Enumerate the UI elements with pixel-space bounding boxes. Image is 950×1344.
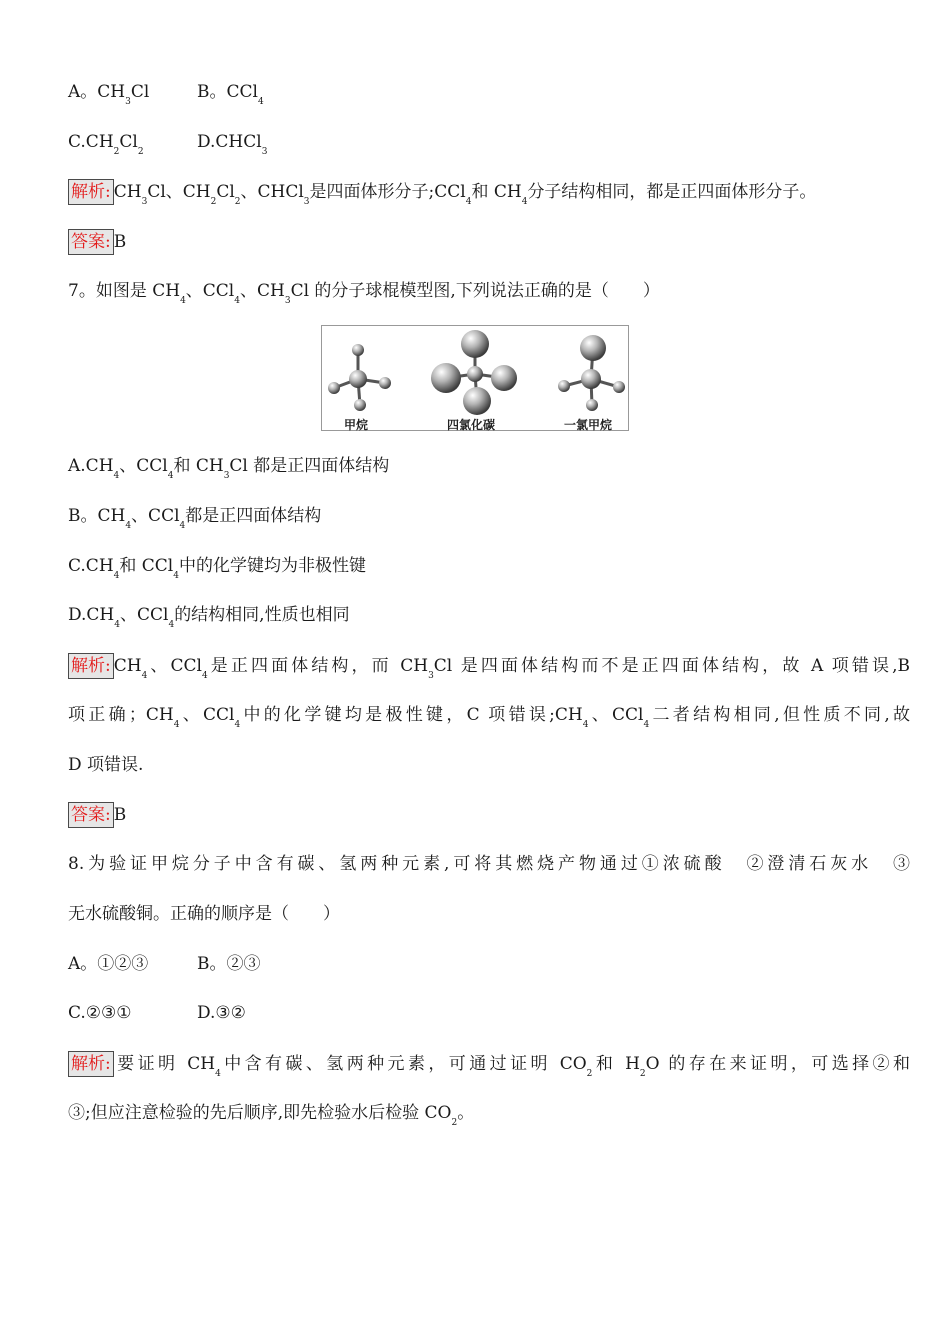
q6-option-d: D.CHCl$_3$ xyxy=(197,132,268,157)
explanation-tag: 解析: xyxy=(68,653,114,679)
q8-option-b: B。②③ xyxy=(197,954,261,974)
q7-option-b: B。$CH_4$、CCl$_4$都是正四面体结构 xyxy=(68,506,322,531)
q8-options-cd xyxy=(68,1001,910,1025)
caption-methane: 甲烷 xyxy=(344,418,369,432)
q7-option-c: $C.CH_4$和 CCl$_4$中的化学键均为非极性键 xyxy=(68,556,366,581)
q6-explanation: 解析: $CH_3Cl$、$CH_2Cl_2$、CHCl$_3$是四面体形分子;CCl$_4$和 $CH_4$分子结构相同，都是正四面体形分子。 xyxy=(68,179,910,205)
q7-option-d: $D.CH_4$、CCl$_4$的结构相同,性质也相同 xyxy=(68,605,350,630)
q7-stem: 7。如图是 $CH_4$、CCl$_4$、$CH_3Cl$ 的分子球棍模型图,下列说法正确的是（ ） xyxy=(68,281,660,306)
caption-carbon-tetrachloride: 四氯化碳 xyxy=(447,418,496,432)
q7-explanation-line-2: 项正确；$CH_4$、CCl$_4$中的化学键均是极性键，C 项错误$;CH_4$、CCl$_4$二者结构相同,但性质不同,故 xyxy=(68,705,911,730)
molecule-model-figure xyxy=(321,325,629,431)
q8-stem-line-1: 8.为验证甲烷分子中含有碳、氢两种元素,可将其燃烧产物通过①浓硫酸 ②澄清石灰水 ③ xyxy=(68,854,910,874)
methane-model xyxy=(328,344,391,411)
q6-option-a: A。$CH_3Cl$ xyxy=(68,82,150,107)
q8-option-a: A。①②③ xyxy=(68,954,149,974)
q7-explanation-line-3: D 项错误. xyxy=(68,755,144,775)
answer-tag: 答案: xyxy=(68,802,114,828)
q8-options-ab xyxy=(68,952,910,976)
q7-explanation-line-1: 解析: $CH_4$、CCl$_4$是正四面体结构，而 $CH_3Cl$ 是四面体结构而不是正四面体结构，故 A 项错误,B xyxy=(68,653,910,679)
answer-value: B xyxy=(113,232,127,252)
q6-options-ab xyxy=(68,80,910,107)
q6-answer xyxy=(68,229,910,255)
ball-and-stick-models xyxy=(322,326,628,430)
q8-option-d: D.③② xyxy=(197,1003,246,1023)
q8-explanation-line-2: ③;但应注意检验的先后顺序,即先检验水后检验 $CO_2$。 xyxy=(68,1103,475,1128)
explanation-tag: 解析: xyxy=(68,1051,114,1077)
answer-value: B xyxy=(113,805,127,825)
answer-tag: 答案: xyxy=(68,229,114,255)
chloromethane-model xyxy=(558,335,625,411)
explanation-tag: 解析: xyxy=(68,179,114,205)
caption-chloromethane: 一氯甲烷 xyxy=(564,418,613,432)
q8-explanation-line-1: 解析: 要证明 $CH_4$中含有碳、氢两种元素，可通过证明 $CO_2$和 $H_2O$ 的存在来证明，可选择②和 xyxy=(68,1051,910,1077)
q8-option-c: C.②③① xyxy=(68,1003,132,1023)
q7-option-a: $A.CH_4$、CCl$_4$和 $CH_3Cl$ 都是正四面体结构 xyxy=(68,456,390,481)
q7-answer xyxy=(68,802,910,828)
carbon-tetrachloride-model xyxy=(431,330,517,415)
q8-stem-line-2: 无水硫酸铜。正确的顺序是（ ） xyxy=(68,904,340,924)
q6-option-b: B。CCl$_4$ xyxy=(197,82,264,107)
q6-options-cd xyxy=(68,130,910,157)
q6-option-c: $C.CH_2Cl_2$ xyxy=(68,132,144,157)
